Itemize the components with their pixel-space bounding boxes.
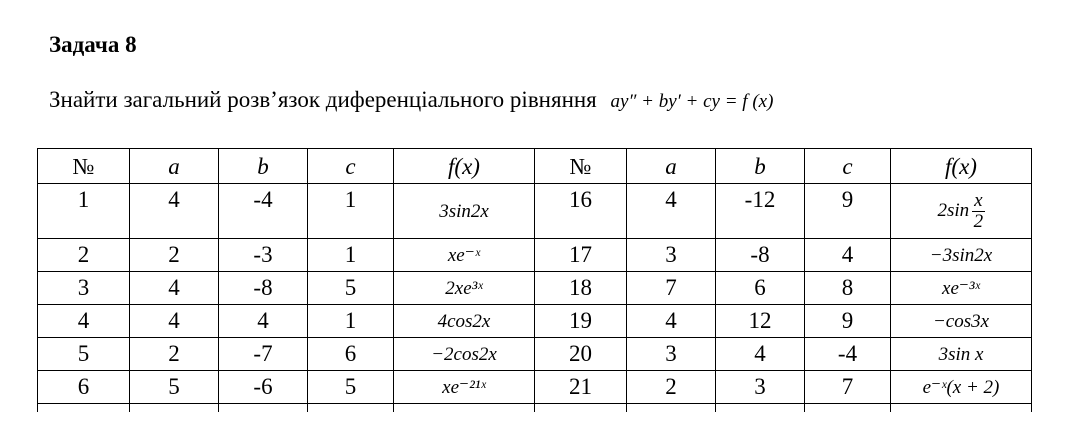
cell-a: 2: [627, 371, 716, 404]
cell-b: 4: [716, 338, 805, 371]
cell-number: 1: [38, 184, 130, 239]
header-c: c: [308, 149, 394, 184]
cell-a: 2: [130, 239, 219, 272]
cell-number: 6: [38, 371, 130, 404]
task-title: Задача 8: [49, 32, 137, 57]
cell-b: -8: [716, 239, 805, 272]
task-statement: [49, 87, 773, 113]
cell-fx: 2sin $\frac{x}{2}$: [891, 184, 1032, 239]
header-number: №: [38, 149, 130, 184]
cell-number: 3: [38, 272, 130, 305]
cell-fx: xe⁻²¹ˣ: [394, 371, 535, 404]
table-row: [38, 371, 1032, 404]
cell-a: 3: [627, 239, 716, 272]
header-fx: f(x): [891, 149, 1032, 184]
table-row: [38, 272, 1032, 305]
header-number: №: [535, 149, 627, 184]
cell-b: -3: [219, 239, 308, 272]
header-a: a: [627, 149, 716, 184]
cell-b: 4: [219, 305, 308, 338]
cell-a: 4: [627, 305, 716, 338]
cell-number: 19: [535, 305, 627, 338]
cell-c: 7: [805, 371, 891, 404]
cell-number: 21: [535, 371, 627, 404]
cell-c: 8: [805, 272, 891, 305]
cell-a: 4: [130, 184, 219, 239]
variants-table: [37, 148, 1032, 412]
table-row-partial: [38, 404, 1032, 413]
cell-c: 9: [805, 184, 891, 239]
cell-fx: xe⁻³ˣ: [891, 272, 1032, 305]
table-row: [38, 305, 1032, 338]
cell-fx: 2xe³ˣ: [394, 272, 535, 305]
header-b: b: [716, 149, 805, 184]
cell-a: 4: [130, 305, 219, 338]
cell-fx: xe⁻ˣ: [394, 239, 535, 272]
cell-c: 5: [308, 371, 394, 404]
differential-equation: ay″ + by′ + cy = f (x): [610, 91, 774, 112]
cell-c: 1: [308, 184, 394, 239]
cell-number: 4: [38, 305, 130, 338]
cell-number: 17: [535, 239, 627, 272]
cell-c: 1: [308, 239, 394, 272]
cell-b: -12: [716, 184, 805, 239]
cell-number: 2: [38, 239, 130, 272]
header-b: b: [219, 149, 308, 184]
header-c: c: [805, 149, 891, 184]
cell-a: 3: [627, 338, 716, 371]
cell-b: -6: [219, 371, 308, 404]
cell-c: 6: [308, 338, 394, 371]
cell-fx: −3sin2x: [891, 239, 1032, 272]
cell-fx: e⁻ˣ(x + 2): [891, 371, 1032, 404]
cell-fx: 3sin x: [891, 338, 1032, 371]
cell-a: 7: [627, 272, 716, 305]
table-row: [38, 338, 1032, 371]
cell-fx: −2cos2x: [394, 338, 535, 371]
cell-b: 3: [716, 371, 805, 404]
cell-b: 12: [716, 305, 805, 338]
header-fx: f(x): [394, 149, 535, 184]
cell-a: 4: [130, 272, 219, 305]
cell-b: -4: [219, 184, 308, 239]
cell-b: 6: [716, 272, 805, 305]
cell-c: -4: [805, 338, 891, 371]
cell-number: 18: [535, 272, 627, 305]
cell-b: -8: [219, 272, 308, 305]
cell-a: 2: [130, 338, 219, 371]
cell-c: 5: [308, 272, 394, 305]
cell-fx: 4cos2x: [394, 305, 535, 338]
cell-fx: 3sin2x: [394, 184, 535, 239]
table-row: [38, 184, 1032, 239]
cell-b: -7: [219, 338, 308, 371]
cell-a: 5: [130, 371, 219, 404]
task-text: Знайти загальний розв’язок диференціального рівняння: [49, 87, 597, 112]
cell-fx: −cos3x: [891, 305, 1032, 338]
cell-c: 1: [308, 305, 394, 338]
cell-c: 9: [805, 305, 891, 338]
header-a: a: [130, 149, 219, 184]
cell-a: 4: [627, 184, 716, 239]
cell-number: 5: [38, 338, 130, 371]
table-row: [38, 239, 1032, 272]
cell-number: 16: [535, 184, 627, 239]
cell-c: 4: [805, 239, 891, 272]
cell-number: 20: [535, 338, 627, 371]
table-header-row: [38, 149, 1032, 184]
